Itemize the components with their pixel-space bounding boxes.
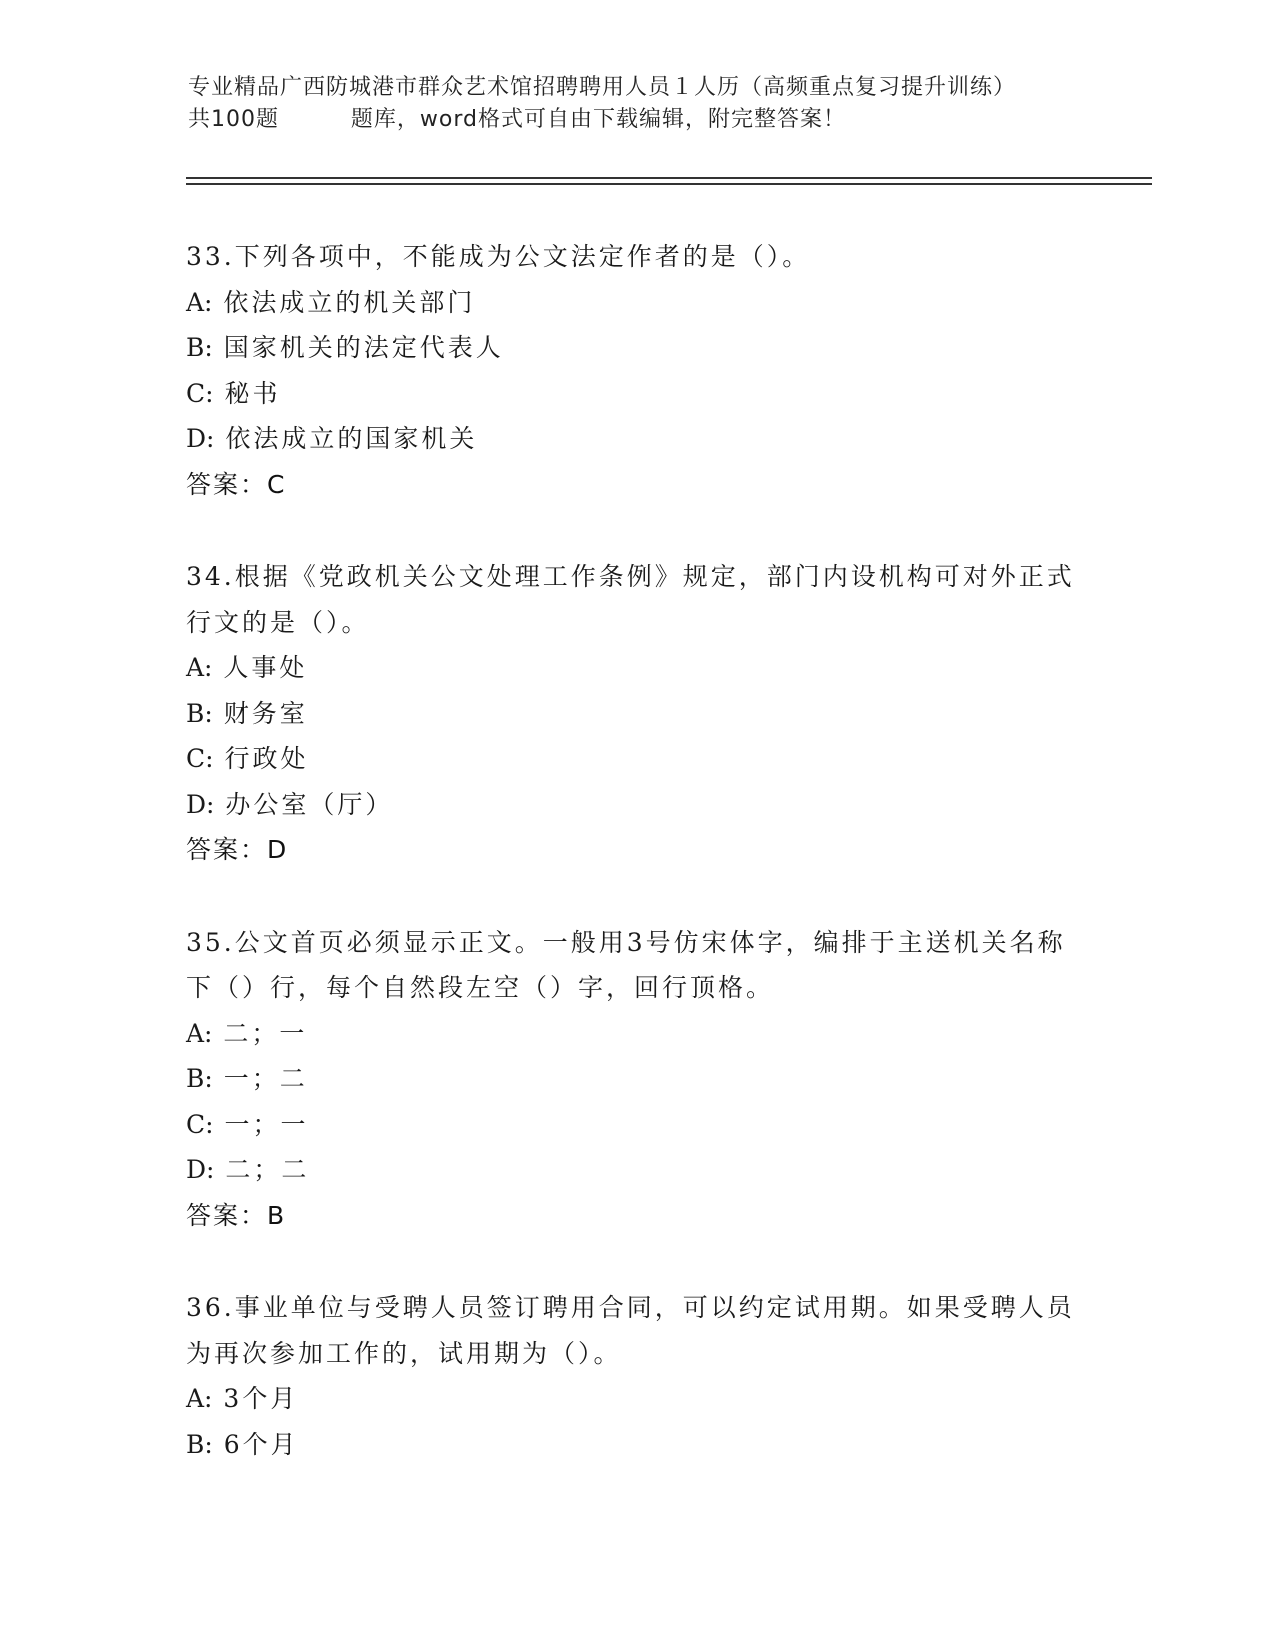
option-letter: B: [186,698,213,728]
option-text: 6个月 [212,1429,299,1459]
option-text: 依法成立的机关部门 [212,287,476,317]
option-letter: A: [186,1384,213,1413]
option-text: 一；一 [213,1109,309,1139]
option-text: 人事处 [212,653,308,682]
document-header [188,72,1088,136]
question-stem: 35.公文首页必须显示正文。一般用3号仿宋体字，编排于主送机关名称下（）行，每个自然段左空（）字，回行顶格。 [186,927,1066,1002]
option-letter: D: [186,789,215,819]
option-d [186,782,1086,828]
option-text: 依法成立的国家机关 [214,424,478,453]
question-35 [186,920,1086,1239]
option-text: 行政处 [213,744,309,773]
option-a [186,1011,1086,1057]
answer-line: 答案：B [186,1200,287,1230]
question-stem: 36.事业单位与受聘人员签订聘用合同，可以约定试用期。如果受聘人员为再次参加工作的，试用期为（）。 [186,1293,1075,1368]
option-letter: A: [186,653,213,682]
option-text: 二；一 [212,1018,308,1048]
option-c [186,371,1086,417]
question-34 [186,554,1086,873]
question-stem: 33.下列各项中，不能成为公文法定作者的是（）。 [186,242,811,271]
option-letter: C: [186,378,214,408]
option-letter: C: [186,1109,214,1139]
option-text: 一；二 [212,1064,308,1093]
option-letter: B: [186,1429,213,1459]
option-letter: B: [186,333,213,362]
option-b [186,691,1086,737]
option-text: 财务室 [212,698,308,728]
option-c [186,736,1086,782]
option-text: 秘书 [213,378,281,408]
option-text: 国家机关的法定代表人 [212,333,504,362]
option-b [186,1422,1086,1468]
option-text: 二；二 [214,1155,310,1184]
question-36 [186,1285,1086,1467]
option-text: 3个月 [212,1384,299,1413]
option-a [186,645,1086,691]
header-divider-bottom [186,183,1152,185]
option-letter: A: [186,287,213,317]
option-letter: A: [186,1018,213,1048]
option-a [186,1376,1086,1422]
answer-line: 答案：C [186,469,287,499]
option-letter: D: [186,1155,215,1184]
header-divider-top [186,177,1152,179]
option-d [186,416,1086,462]
header-title-line-1: 专业精品广西防城港市群众艺术馆招聘聘用人员１人历（高频重点复习提升训练） [188,75,1017,100]
question-33 [186,234,1086,507]
question-list [186,234,1086,1514]
option-letter: D: [186,424,215,453]
answer-line: 答案：D [186,835,289,864]
option-d [186,1147,1086,1193]
option-letter: C: [186,744,214,773]
option-letter: B: [186,1064,213,1093]
option-b [186,1056,1086,1102]
option-c [186,1102,1086,1148]
header-title-line-2: 共100题 题库，word格式可自由下载编辑，附完整答案！ [188,107,847,132]
question-stem: 34.根据《党政机关公文处理工作条例》规定，部门内设机构可对外正式行文的是（）。 [186,562,1075,637]
option-text: 办公室（厅） [214,789,394,819]
option-a [186,280,1086,326]
option-b [186,325,1086,371]
